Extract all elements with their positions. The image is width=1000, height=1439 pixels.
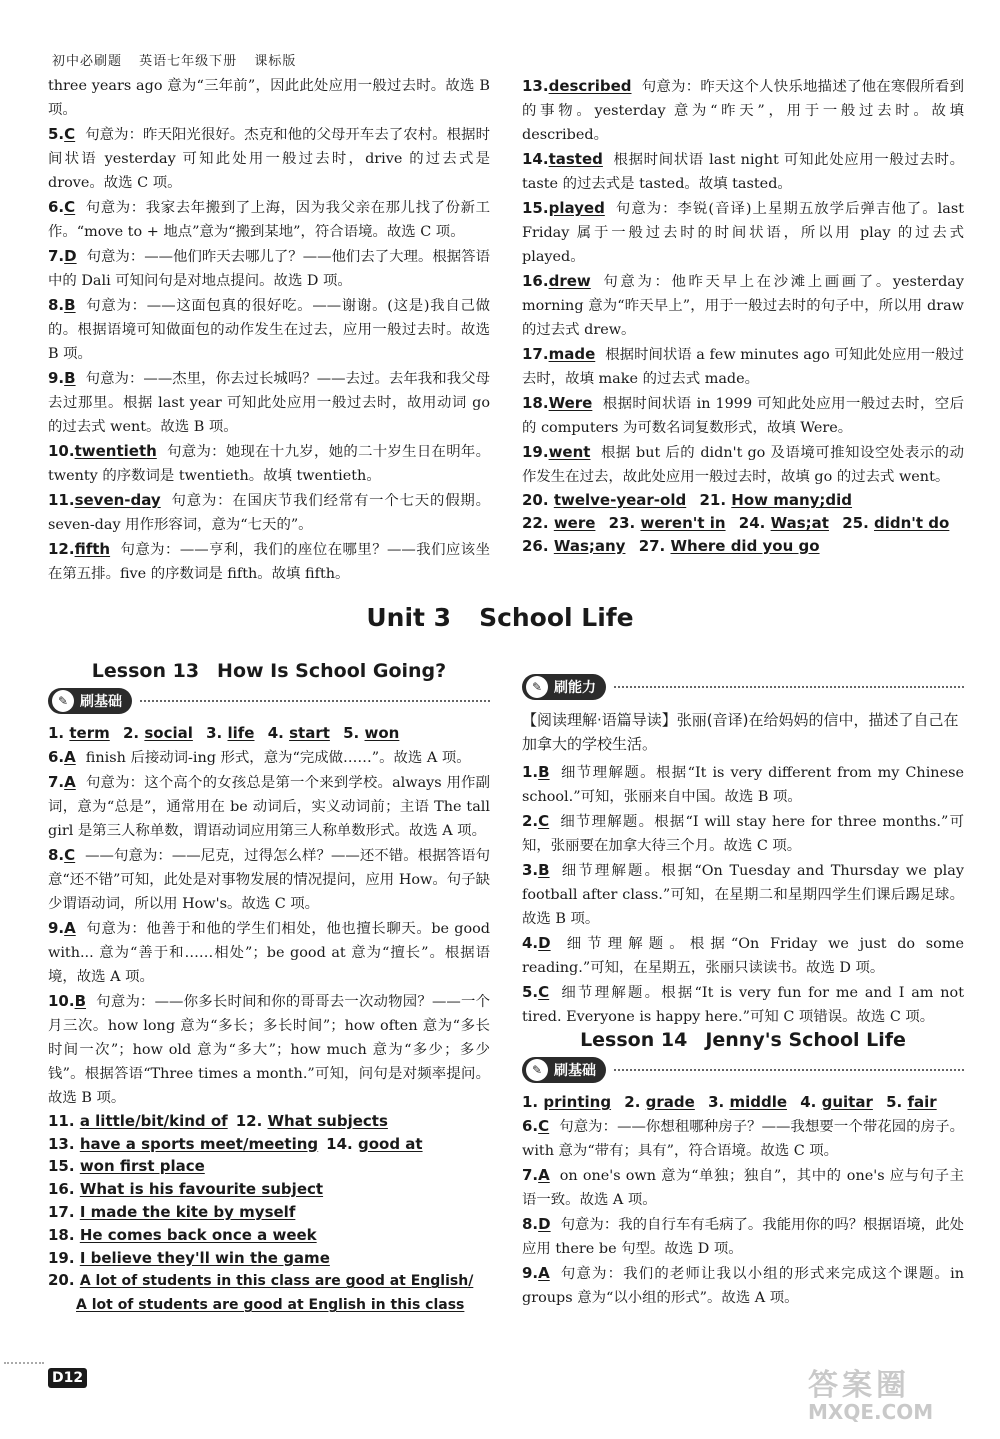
answer-row: 19. I believe they'll win the game	[48, 1248, 330, 1267]
answer-item: 17.made 根据时间状语 a few minutes ago 可知此处应用一般过去时，故填 make 的过去式 made。	[522, 345, 964, 387]
answer-row: 20. twelve-year-old 21. How many;did	[522, 491, 853, 509]
header-book: 英语七年级下册	[139, 54, 238, 69]
answer-item: 2.C 细节理解题。根据“I will stay here for three months.”可知，张丽要在加拿大待三个月。故选 C 项。	[522, 812, 964, 854]
answer-item: 4.D 细节理解题。根据“On Friday we just do some reading.”可知，在星期五，张丽只读读书。故选 D 项。	[522, 934, 964, 976]
dotted-divider	[140, 700, 490, 702]
basic-badge: ✎ 刷基础	[48, 688, 132, 714]
answer-item: 10.B 句意为：——你多长时间和你的哥哥去一次动物园？——一个月三次。how long 意为“多长；多长时间”；how often 意为“多长时间一次”；how old 意为“多大”；how much 意为“多少；多少钱”。根据答语“Three times a month.”可知，问句是对频率提问。故选 B 项。	[48, 991, 490, 1106]
answer-item: 9.B 句意为：——杰里，你去过长城吗？——去过。去年我和我父母去过那里。根据 last year 可知此处应用一般过去时，故用动词 go 的过去式 went。故选 B 项。	[48, 369, 490, 435]
basic-badge: ✎ 刷基础	[522, 1057, 606, 1083]
page-number: D12	[48, 1368, 87, 1388]
answer-item: 15.played 句意为：李锐(音译)上星期五放学后弹吉他了。last Friday 属于一般过去时的时间状语，所以用 play 的过去式 played。	[522, 199, 964, 265]
lesson-13-section	[48, 660, 490, 1317]
answer-row: 16. What is his favourite subject	[48, 1180, 324, 1199]
margin-dotted-line	[4, 1362, 44, 1364]
answer-item: 3.B 细节理解题。根据“On Tuesday and Thursday we play football after class.”可知，在星期二和星期四学生们课后踢足球。故选 B 项。	[522, 861, 964, 927]
answer-row: A lot of students are good at English in this class	[76, 1297, 465, 1314]
answer-item: 8.C ——句意为：——尼克，过得怎么样？——还不错。根据答语句意“还不错”可知，此处是对事物发展的情况提问，应用 How。句子缺少谓语动词，所以用 How's。故选 C 项。	[48, 845, 490, 912]
answer-item: 13.described 句意为：昨天这个人快乐地描述了他在寒假所看到的事物。yesterday 意为“昨天”，用于一般过去时。故填 described。	[522, 77, 964, 143]
answer-item: 7.A on one's own 意为“单独；独自”，其中的 one's 应与句子主语一致。故选 A 项。	[522, 1165, 964, 1208]
answer-row: 17. I made the kite by myself	[48, 1202, 296, 1221]
lesson-title: Lesson 13 How Is School Going?	[91, 660, 447, 682]
right-answer-column	[522, 74, 964, 557]
answer-row: 1. term 2. social 3. life 4. start 5. won	[48, 724, 400, 742]
answer-item: 18.Were 根据时间状语 in 1999 可知此处应用一般过去时，空后的 computers 为可数名词复数形式，故填 Were。	[522, 394, 964, 436]
answer-item: 19.went 根据 but 后的 didn't go 及语境可推知设空处表示的动作发生在过去，故此处应用一般过去时，故填 go 的过去式 went。	[522, 443, 964, 485]
answer-row: 15. won first place	[48, 1157, 205, 1176]
answer-item: 6.C 句意为：我家去年搬到了上海，因为我父亲在那儿找了份新工作。“move to + 地点”意为“搬到某地”，符合语境。故选 C 项。	[48, 198, 490, 240]
answer-item: 5.C 句意为：昨天阳光很好。杰克和他的父母开车去了农村。根据时间状语 yesterday 可知此处用一般过去时，drive 的过去式是 drove。故选 C 项。	[48, 125, 490, 191]
answer-item: 9.A 句意为：我们的老师让我以小组的形式来完成这个课题。in groups 意为“以小组的形式”。故选 A 项。	[522, 1263, 964, 1306]
reading-intro: 【阅读理解·语篇导读】张丽(音译)在给妈妈的信中，描述了自己在加拿大的学校生活。	[522, 711, 959, 753]
pen-icon: ✎	[52, 690, 74, 712]
answer-item: 1.B 细节理解题。根据“It is very different from my Chinese school.”可知，张丽来自中国。故选 B 项。	[522, 763, 964, 805]
answer-row: 20. A lot of students in this class are good at English/	[48, 1271, 474, 1290]
answer-row: 18. He comes back once a week	[48, 1225, 317, 1244]
ability-badge: ✎ 刷能力	[522, 674, 606, 700]
answer-row: 26. Was;any 27. Where did you go	[522, 536, 820, 555]
answer-item: 11.seven-day 句意为：在国庆节我们经常有一个七天的假期。seven-day 用作形容词，意为“七天的”。	[48, 491, 490, 533]
dotted-divider	[614, 686, 964, 688]
answer-row: 11. a little/bit/kind of 12. What subjects	[48, 1111, 388, 1130]
answer-row: 22. were 23. weren't in 24. Was;at 25. didn't do	[522, 513, 950, 532]
unit-title: Unit 3 School Life	[366, 603, 634, 632]
answer-row: 13. have a sports meet/meeting 14. good at	[48, 1134, 423, 1153]
section-badge-row	[522, 1055, 964, 1085]
pen-icon: ✎	[526, 1059, 548, 1081]
left-answer-column	[48, 74, 490, 586]
header-series: 初中必刷题	[52, 54, 123, 69]
answer-item: 8.D 句意为：我的自行车有毛病了。我能用你的吗？根据语境，此处应用 there be 句型。故选 D 项。	[522, 1214, 964, 1257]
answer-item: 6.C 句意为：——你想租哪种房子？——我想要一个带花园的房子。with 意为“带有；具有”，符合语境。故选 C 项。	[522, 1116, 964, 1159]
lesson-title: Lesson 14 Jenny's School Life	[580, 1029, 906, 1051]
answer-item: 8.B 句意为：——这面包真的很好吃。——谢谢。(这是)我自己做的。根据语境可知做面包的动作发生在过去，应用一般过去时。故选 B 项。	[48, 296, 490, 362]
watermark-url: MXQE.COM	[808, 1400, 934, 1424]
answer-item: 7.D 句意为：——他们昨天去哪儿了？——他们去了大理。根据答语中的 Dali 可知问句是对地点提问。故选 D 项。	[48, 247, 490, 289]
answer-item: three years ago 意为“三年前”，因此此处应用一般过去时。故选 B 项。	[48, 78, 490, 118]
watermark	[808, 1360, 933, 1424]
header-edition: 课标版	[254, 54, 297, 69]
answer-row: 1. printing 2. grade 3. middle 4. guitar 5. fair	[522, 1093, 937, 1111]
dotted-divider	[614, 1069, 964, 1071]
answer-item: 16.drew 句意为：他昨天早上在沙滩上画画了。yesterday morning 意为“昨天早上”，用于一般过去时的句子中，所以用 draw 的过去式 drew。	[522, 272, 964, 338]
answer-item: 6.A finish 后接动词-ing 形式，意为“完成做……”。故选 A 项。	[48, 747, 471, 766]
answer-item: 7.A 句意为：这个高个的女孩总是第一个来到学校。always 用作副词，意为“总是”，通常用在 be 动词后，实义动词前；主语 The tall girl 是第三人称单数，谓语动词应用第三人称单数形式。故选 A 项。	[48, 772, 490, 839]
answer-item: 12.fifth 句意为：——亨利，我们的座位在哪里？——我们应该坐在第五排。five 的序数词是 fifth。故填 fifth。	[48, 540, 490, 582]
answer-item: 5.C 细节理解题。根据“It is very fun for me and I am not tired. Everyone is happy here.”可知 C 项错误。故选 C 项。	[522, 983, 964, 1025]
answer-item: 10.twentieth 句意为：她现在十九岁，她的二十岁生日在明年。twenty 的序数词是 twentieth。故填 twentieth。	[48, 442, 490, 484]
section-badge-row	[522, 672, 964, 702]
ability-and-lesson-14	[522, 668, 964, 1310]
running-header	[52, 50, 308, 69]
watermark-logo-text: 答案圈	[808, 1368, 910, 1403]
answer-item: 14.tasted 根据时间状语 last night 可知此处应用一般过去时。taste 的过去式是 tasted。故填 tasted。	[522, 150, 964, 192]
pen-icon: ✎	[526, 676, 548, 698]
section-badge-row	[48, 686, 490, 716]
answer-item: 9.A 句意为：他善于和他的学生们相处，他也擅长聊天。be good with... 意为“善于和……相处”；be good at 意为“擅长”。根据语境，故选 A 项。	[48, 918, 490, 985]
